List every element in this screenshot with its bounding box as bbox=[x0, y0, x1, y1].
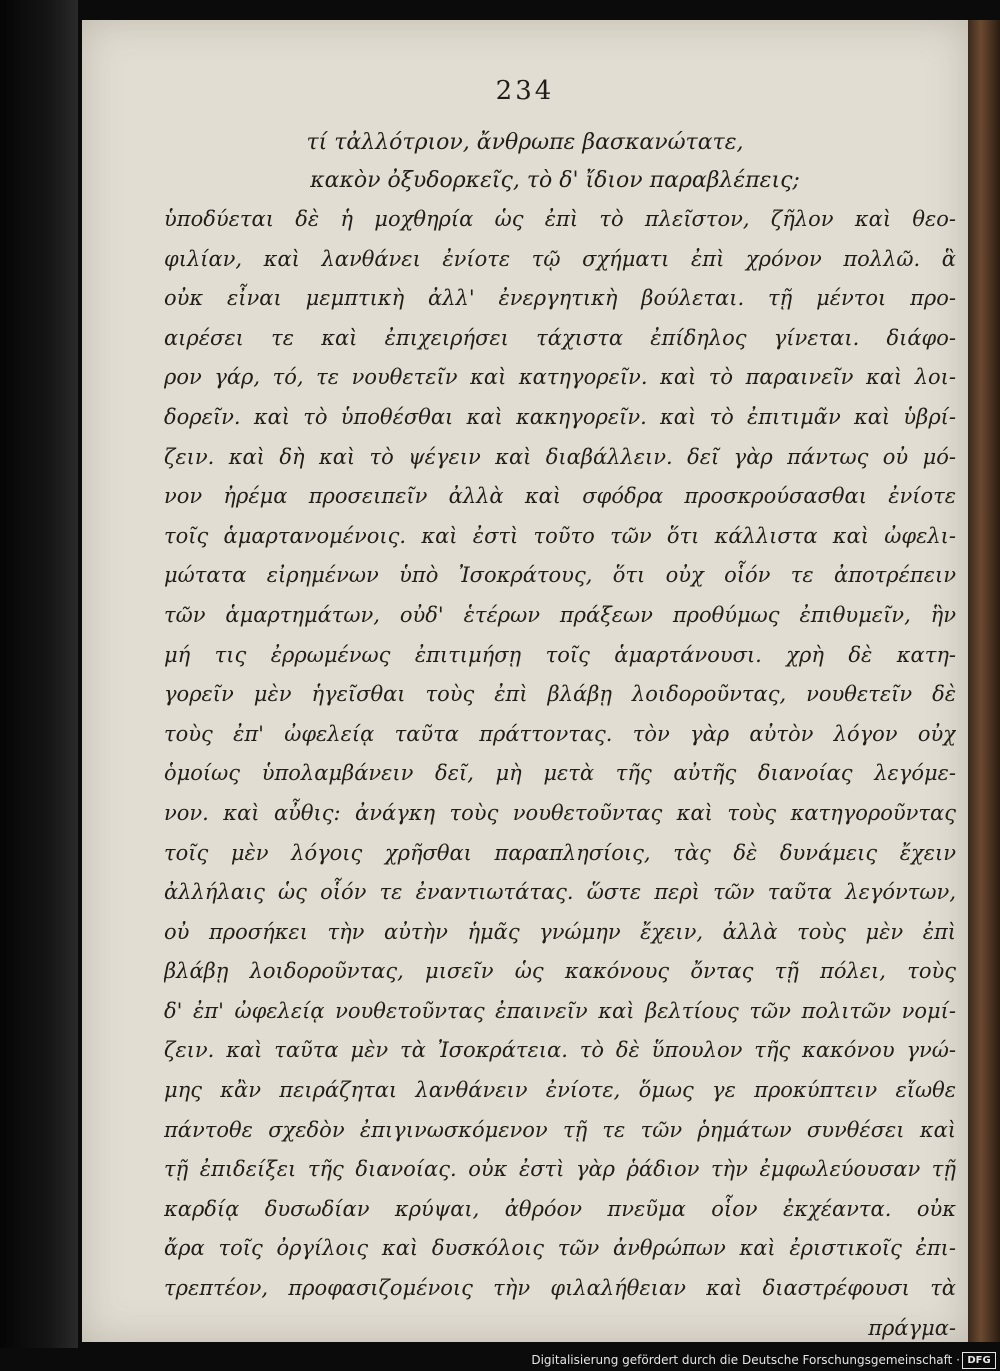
text-line: ζειν. καὶ ταῦτα μὲν τὰ Ἰσοκράτεια. τὸ δὲ ὕπουλον τῆς κακόνου γνώ- bbox=[164, 1038, 956, 1063]
text-line: δ' ἐπ' ὠφελείᾳ νουθετοῦντας ἐπαινεῖν καὶ βελτίους τῶν πολιτῶν νομί- bbox=[164, 998, 956, 1023]
text-line: ἄρα τοῖς ὀργίλοις καὶ δυσκόλοις τῶν ἀνθρώπων καὶ ἐριστικοῖς ἐπι- bbox=[164, 1236, 956, 1261]
text-line: πάντοθε σχεδὸν ἐπιγινωσκόμενον τῇ τε τῶν ῥημάτων συνθέσει καὶ bbox=[164, 1117, 956, 1142]
book-spine bbox=[968, 20, 1000, 1342]
text-line: νον. καὶ αὖθις: ἀνάγκη τοὺς νουθετοῦντας καὶ τοὺς κατηγοροῦντας bbox=[164, 800, 956, 825]
text-line: γορεῖν μὲν ἡγεῖσθαι τοὺς ἐπὶ βλάβῃ λοιδοροῦντας, νουθετεῖν δὲ bbox=[164, 682, 956, 707]
text-line: τοῖς μὲν λόγοις χρῆσθαι παραπλησίοις, τὰς δὲ δυνάμεις ἔχειν bbox=[164, 840, 956, 865]
text-line: τῶν ἁμαρτημάτων, οὐδ' ἑτέρων πράξεων προθύμως ἐπιθυμεῖν, ἣν bbox=[164, 602, 956, 627]
book-page bbox=[82, 20, 968, 1342]
text-line: τρεπτέον, προφασιζομένοις τὴν φιλαλήθειαν καὶ διαστρέφουσι τὰ bbox=[164, 1276, 956, 1301]
text-line: ρον γάρ, τό, τε νουθετεῖν καὶ κατηγορεῖν. καὶ τὸ παραινεῖν καὶ λοι- bbox=[164, 365, 956, 390]
body-text bbox=[164, 200, 956, 1348]
text-line: ὑποδύεται δὲ ἡ μοχθηρία ὡς ἐπὶ τὸ πλεῖστον, ζῆλον καὶ θεο- bbox=[164, 207, 956, 231]
text-line: μης κἂν πειράζηται λανθάνειν ἐνίοτε, ὅμως γε προκύπτειν εἴωθε bbox=[164, 1078, 956, 1103]
dfg-logo: DFG bbox=[962, 1352, 996, 1369]
verse-line: κακὸν ὀξυδορκεῖς, τὸ δ' ἴδιον παραβλέπεις; bbox=[310, 168, 800, 193]
text-line: τοὺς ἐπ' ὠφελείᾳ ταῦτα πράττοντας. τὸν γὰρ αὐτὸν λόγον οὐχ bbox=[164, 721, 956, 746]
text-line: τοῖς ἁμαρτανομένοις. καὶ ἐστὶ τοῦτο τῶν ὅτι κάλλιστα καὶ ὠφελι- bbox=[164, 523, 956, 548]
text-line: οὐκ εἶναι μεμπτικὴ ἀλλ' ἐνεργητικὴ βούλεται. τῇ μέντοι προ- bbox=[164, 286, 956, 311]
text-line: ἀλλήλαις ὡς οἷόν τε ἐναντιωτάτας. ὥστε περὶ τῶν ταῦτα λεγόντων, bbox=[164, 880, 956, 905]
text-line: νον ἠρέμα προσειπεῖν ἀλλὰ καὶ σφόδρα προσκρούσασθαι ἐνίοτε bbox=[164, 484, 956, 509]
digitization-credit: Digitalisierung gefördert durch die Deutsche Forschungsgemeinschaft · bbox=[531, 1353, 960, 1367]
text-line: βλάβῃ λοιδοροῦντας, μισεῖν ὡς κακόνους ὄντας τῇ πόλει, τοὺς bbox=[164, 959, 956, 984]
text-line: τῇ ἐπιδείξει τῆς διανοίας. οὐκ ἐστὶ γὰρ ῥάδιον τὴν ἐμφωλεύουσαν τῇ bbox=[164, 1157, 956, 1182]
page-number: 234 bbox=[495, 76, 555, 106]
text-line: μή τις ἐρρωμένως ἐπιτιμήσῃ τοῖς ἁμαρτάνουσι. χρὴ δὲ κατη- bbox=[164, 642, 956, 667]
verse-line: τί τἀλλότριον, ἄνθρωπε βασκανώτατε, bbox=[306, 130, 744, 155]
text-line: οὐ προσήκει τὴν αὐτὴν ἡμᾶς γνώμην ἔχειν, ἀλλὰ τοὺς μὲν ἐπὶ bbox=[164, 919, 956, 944]
text-line: ὁμοίως ὑπολαμβάνειν δεῖ, μὴ μετὰ τῆς αὐτῆς διανοίας λεγόμε- bbox=[164, 761, 956, 786]
text-line: φιλίαν, καὶ λανθάνει ἐνίοτε τῷ σχήματι ἐπὶ χρόνον πολλῶ. ἃ bbox=[164, 246, 956, 271]
text-line: καρδίᾳ δυσωδίαν κρύψαι, ἀθρόον πνεῦμα οἷον ἐκχέαντα. οὐκ bbox=[164, 1196, 956, 1221]
text-line: μώτατα εἰρημένων ὑπὸ Ἰσοκράτους, ὅτι οὐχ οἷόν τε ἀποτρέπειν bbox=[164, 563, 956, 588]
text-line: ζειν. καὶ δὴ καὶ τὸ ψέγειν καὶ διαβάλλειν. δεῖ γὰρ πάντως οὐ μό- bbox=[164, 444, 956, 469]
text-line: δορεῖν. καὶ τὸ ὑποθέσθαι καὶ κακηγορεῖν. καὶ τὸ ἐπιτιμᾶν καὶ ὑβρί- bbox=[164, 404, 956, 429]
text-line: αιρέσει τε καὶ ἐπιχειρήσει τάχιστα ἐπίδηλος γίνεται. διάφο- bbox=[164, 325, 956, 350]
gutter-shadow bbox=[0, 0, 78, 1371]
catchword: πράγμα- bbox=[868, 1315, 956, 1340]
